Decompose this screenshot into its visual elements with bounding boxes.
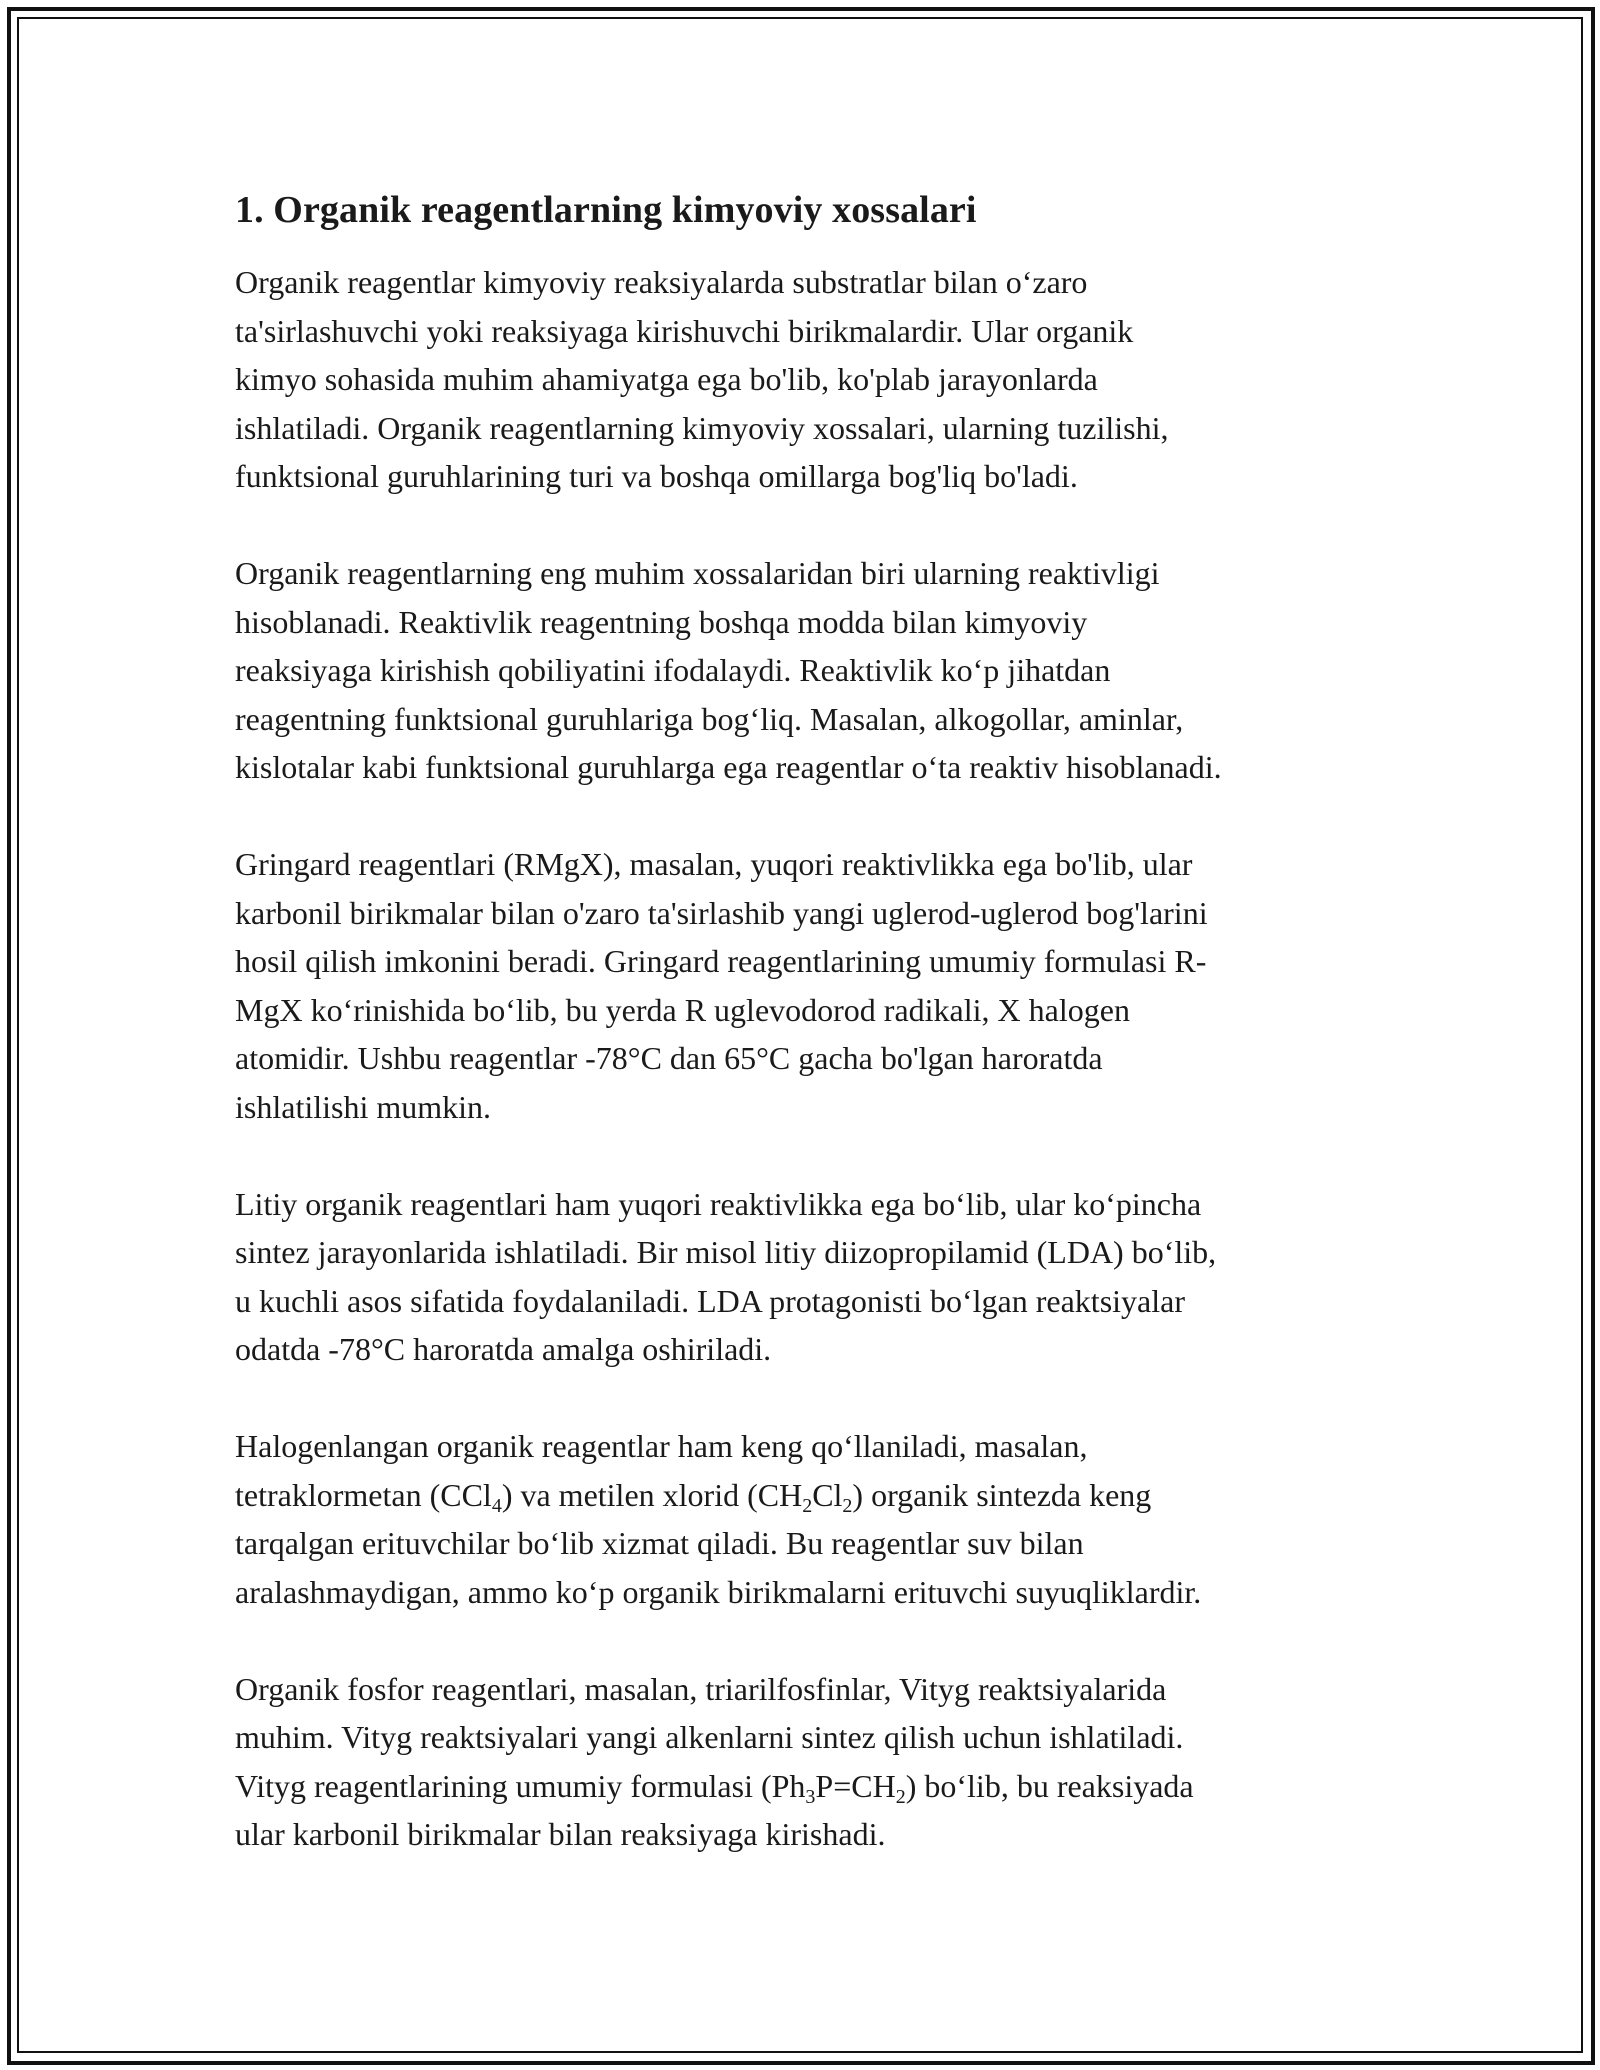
- text-run: Vityg reagentlarining umumiy formulasi (Ph: [235, 1767, 806, 1804]
- text-line: ular karbonil birikmalar bilan reaksiyaga kirishadi.: [235, 1816, 886, 1852]
- document-body: [235, 186, 1380, 1907]
- section-title: 1. Organik reagentlarning kimyoviy xossalari: [235, 189, 977, 231]
- text-line: Organik reagentlar kimyoviy reaksiyalarda substratlar bilan o‘zaro: [235, 264, 1088, 300]
- text-line: ishlatiladi. Organik reagentlarning kimyoviy xossalari, ularning tuzilishi,: [235, 409, 1169, 446]
- text-line: Gringard reagentlari (RMgX), masalan, yuqori reaktivlikka ega bo'lib, ular: [235, 846, 1193, 882]
- text-run: tetraklormetan (CCl: [235, 1476, 492, 1513]
- text-line: Organik reagentlarning eng muhim xossalaridan biri ularning reaktivligi: [235, 555, 1160, 591]
- paragraph-phosphorus: [235, 1665, 1380, 1859]
- text-line: tarqalgan erituvchilar bo‘lib xizmat qiladi. Bu reagentlar suv bilan: [235, 1525, 1084, 1561]
- text-line: u kuchli asos sifatida foydalaniladi. LDA protagonisti bo‘lgan reaktsiyalar: [235, 1282, 1185, 1319]
- text-run: P=CH: [815, 1767, 896, 1804]
- text-line: sintez jarayonlarida ishlatiladi. Bir misol litiy diizopropilamid (LDA) bo‘lib,: [235, 1234, 1217, 1270]
- text-line: odatda -78°C haroratda amalga oshiriladi.: [235, 1331, 772, 1367]
- text-line: ishlatilishi mumkin.: [235, 1088, 492, 1125]
- text-line: Halogenlangan organik reagentlar ham keng qo‘llaniladi, masalan,: [235, 1428, 1088, 1464]
- text-line: karbonil birikmalar bilan o'zaro ta'sirlashib yangi uglerod-uglerod bog'larini: [235, 894, 1208, 931]
- text-run: ) organik sintezda keng: [852, 1476, 1152, 1513]
- text-run: ) va metilen xlorid (CH: [501, 1476, 803, 1513]
- text-line: aralashmaydigan, ammo ko‘p organik birikmalarni erituvchi suyuqliklardir.: [235, 1573, 1202, 1610]
- text-line: funktsional guruhlarining turi va boshqa omillarga bog'liq bo'ladi.: [235, 458, 1078, 494]
- text-line: kimyo sohasida muhim ahamiyatga ega bo'lib, ko'plab jarayonlarda: [235, 361, 1098, 397]
- paragraph-lithium: [235, 1180, 1380, 1374]
- paragraph-intro: [235, 258, 1380, 501]
- text-line: Litiy organik reagentlari ham yuqori reaktivlikka ega bo‘lib, ular ko‘pincha: [235, 1185, 1202, 1222]
- paragraph-halogenated: [235, 1422, 1380, 1616]
- text-run: Cl: [812, 1476, 843, 1513]
- paragraph-reactivity: [235, 549, 1380, 792]
- subscript: 2: [895, 1785, 906, 1808]
- text-run: ) bo‘lib, bu reaksiyada: [905, 1767, 1194, 1804]
- text-line: muhim. Vityg reaktsiyalari yangi alkenlarni sintez qilish uchun ishlatiladi.: [235, 1719, 1184, 1755]
- subscript: 2: [802, 1494, 813, 1517]
- text-line: Organik fosfor reagentlari, masalan, triarilfosfinlar, Vityg reaktsiyalarida: [235, 1670, 1167, 1707]
- text-line: reagentning funktsional guruhlariga bog‘liq. Masalan, alkogollar, aminlar,: [235, 700, 1184, 737]
- text-line: kislotalar kabi funktsional guruhlarga ega reagentlar o‘ta reaktiv hisoblanadi.: [235, 749, 1222, 785]
- text-line: atomidir. Ushbu reagentlar -78°C dan 65°C gacha bo'lgan haroratda: [235, 1040, 1103, 1076]
- text-line: ta'sirlashuvchi yoki reaksiyaga kirishuvchi birikmalardir. Ular organik: [235, 312, 1134, 349]
- text-line: hosil qilish imkonini beradi. Gringard reagentlarining umumiy formulasi R-: [235, 943, 1207, 979]
- subscript: 3: [805, 1785, 816, 1808]
- text-line: hisoblanadi. Reaktivlik reagentning boshqa modda bilan kimyoviy: [235, 603, 1088, 640]
- text-line: MgX ko‘rinishida bo‘lib, bu yerda R uglevodorod radikali, X halogen: [235, 991, 1130, 1028]
- text-line-formula: [235, 1762, 1380, 1811]
- subscript: 4: [491, 1494, 502, 1517]
- text-line: reaksiyaga kirishish qobiliyatini ifodalaydi. Reaktivlik ko‘p jihatdan: [235, 652, 1111, 688]
- text-line-formula: [235, 1471, 1380, 1520]
- paragraph-grignard: [235, 840, 1380, 1131]
- subscript: 2: [842, 1494, 853, 1517]
